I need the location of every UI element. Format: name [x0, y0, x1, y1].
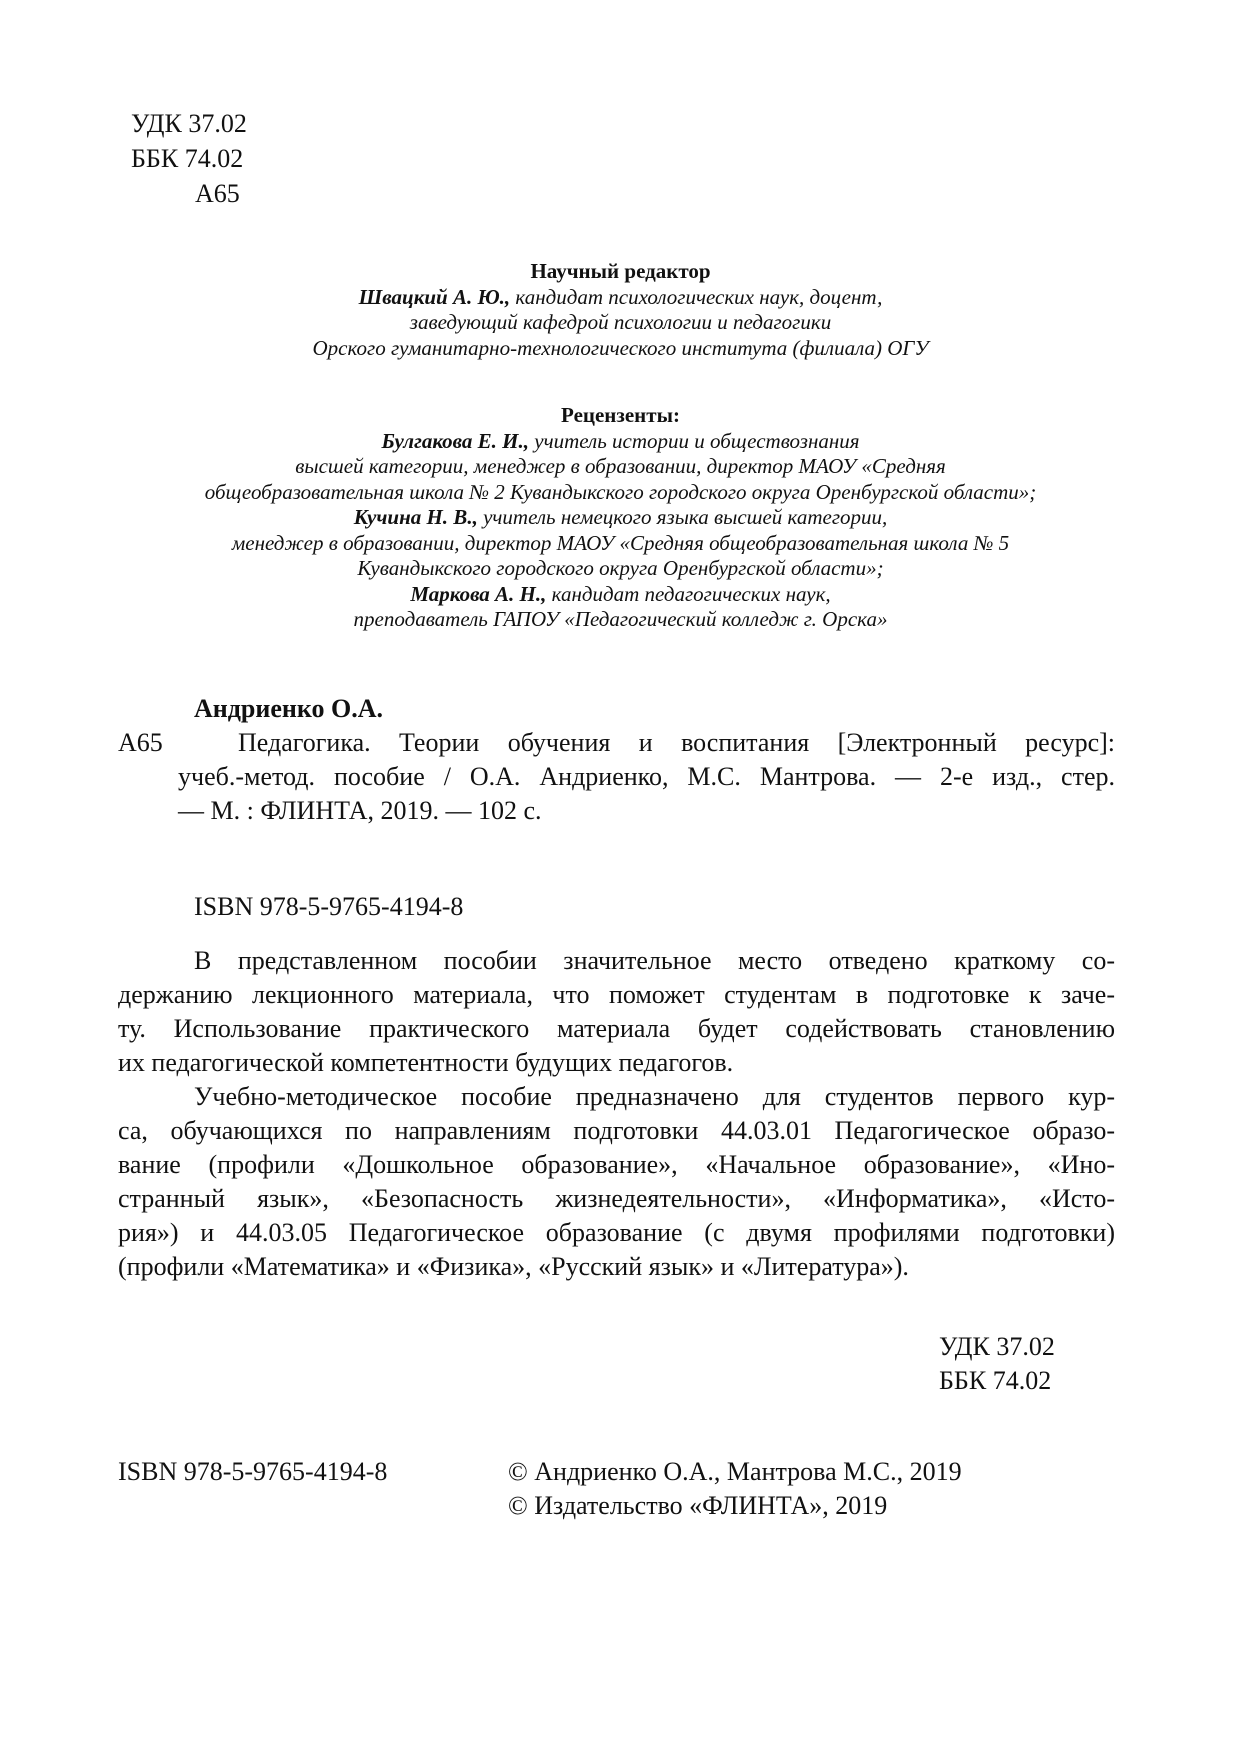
reviewer-line: учитель истории и обществознания — [534, 428, 860, 453]
reviewers-block — [0, 403, 1241, 633]
top-udk: УДК 37.02 — [131, 109, 247, 138]
top-bbk: ББК 74.02 — [131, 144, 244, 173]
editor-block — [0, 259, 1241, 361]
editor-line: заведующий кафедрой психологии и педагогики — [409, 310, 832, 334]
editor-line: Орского гуманитарно-технологического института (филиала) ОГУ — [312, 335, 929, 360]
bottom-classification — [939, 1330, 1055, 1398]
abstract-line: ту. Использование практического материала будет содействовать становлению — [118, 1014, 1115, 1043]
top-author-code: А65 — [195, 179, 240, 208]
copyright-publisher: © Издательство «ФЛИНТА», 2019 — [508, 1491, 888, 1520]
abstract — [118, 944, 1115, 1284]
abstract-line: В представленном пособии значительное место отведено краткому со- — [194, 946, 1115, 975]
abstract-line: держанию лекционного материала, что поможет студентам в подготовке к заче- — [118, 980, 1115, 1009]
reviewers-heading: Рецензенты: — [561, 403, 680, 427]
reviewer-name: Булгакова Е. И., — [381, 428, 529, 453]
reviewer-line: менеджер в образовании, директор МАОУ «Средняя общеобразовательная школа № 5 — [231, 530, 1010, 555]
reviewer-line: Кувандыкского городского округа Оренбургской области»; — [357, 556, 884, 580]
isbn-line: ISBN 978-5-9765-4194-8 — [194, 892, 464, 921]
reviewer-name: Маркова А. Н., — [410, 581, 547, 606]
abstract-line: Учебно-методическое пособие предназначено для студентов первого кур- — [194, 1082, 1115, 1111]
abstract-line: их педагогической компетентности будущих педагогов. — [118, 1048, 734, 1077]
citation-publisher: — М. : ФЛИНТА, 2019. — 102 с. — [178, 796, 542, 825]
abstract-line: вание (профили «Дошкольное образование», «Начальное образование», «Ино- — [118, 1150, 1115, 1179]
citation-author: Андриенко О.А. — [194, 694, 384, 723]
editor-line: кандидат психологических наук, доцент, — [515, 284, 883, 309]
bottom-bbk: ББК 74.02 — [939, 1366, 1052, 1395]
reviewer-line: общеобразовательная школа № 2 Кувандыкского городского округа Оренбургской области»; — [204, 479, 1037, 504]
abstract-line: рия») и 44.03.05 Педагогическое образование (с двумя профилями подготовки) — [118, 1218, 1115, 1247]
copyright-authors: © Андриенко О.А., Мантрова М.С., 2019 — [508, 1457, 962, 1486]
footer-isbn: ISBN 978-5-9765-4194-8 — [118, 1457, 388, 1486]
reviewer-line: учитель немецкого языка высшей категории, — [483, 505, 888, 529]
reviewer-line: высшей категории, менеджер в образовании, директор МАОУ «Средняя — [295, 454, 946, 478]
abstract-line: странный язык», «Безопасность жизнедеятельности», «Информатика», «Исто- — [118, 1184, 1115, 1213]
citation-code: А65 — [118, 728, 163, 757]
citation-title: Педагогика. Теории обучения и воспитания [Электронный ресурс]: — [238, 728, 1115, 757]
reviewer-line: кандидат педагогических наук, — [551, 581, 831, 606]
editor-name: Швацкий А. Ю., — [358, 284, 511, 309]
top-classification — [131, 106, 247, 211]
footer-copyright — [508, 1455, 962, 1523]
editor-heading: Научный редактор — [530, 259, 711, 283]
citation-details: учеб.-метод. пособие / О.А. Андриенко, М.С. Мантрова. — 2-е изд., стер. — [178, 762, 1115, 791]
bottom-udk: УДК 37.02 — [939, 1332, 1055, 1361]
abstract-line: са, обучающихся по направлениям подготовки 44.03.01 Педагогическое образо- — [118, 1116, 1115, 1145]
abstract-line: (профили «Математика» и «Физика», «Русский язык» и «Литература»). — [118, 1252, 909, 1281]
reviewer-name: Кучина Н. В., — [353, 505, 478, 529]
reviewer-line: преподаватель ГАПОУ «Педагогический колледж г. Орска» — [353, 607, 888, 631]
